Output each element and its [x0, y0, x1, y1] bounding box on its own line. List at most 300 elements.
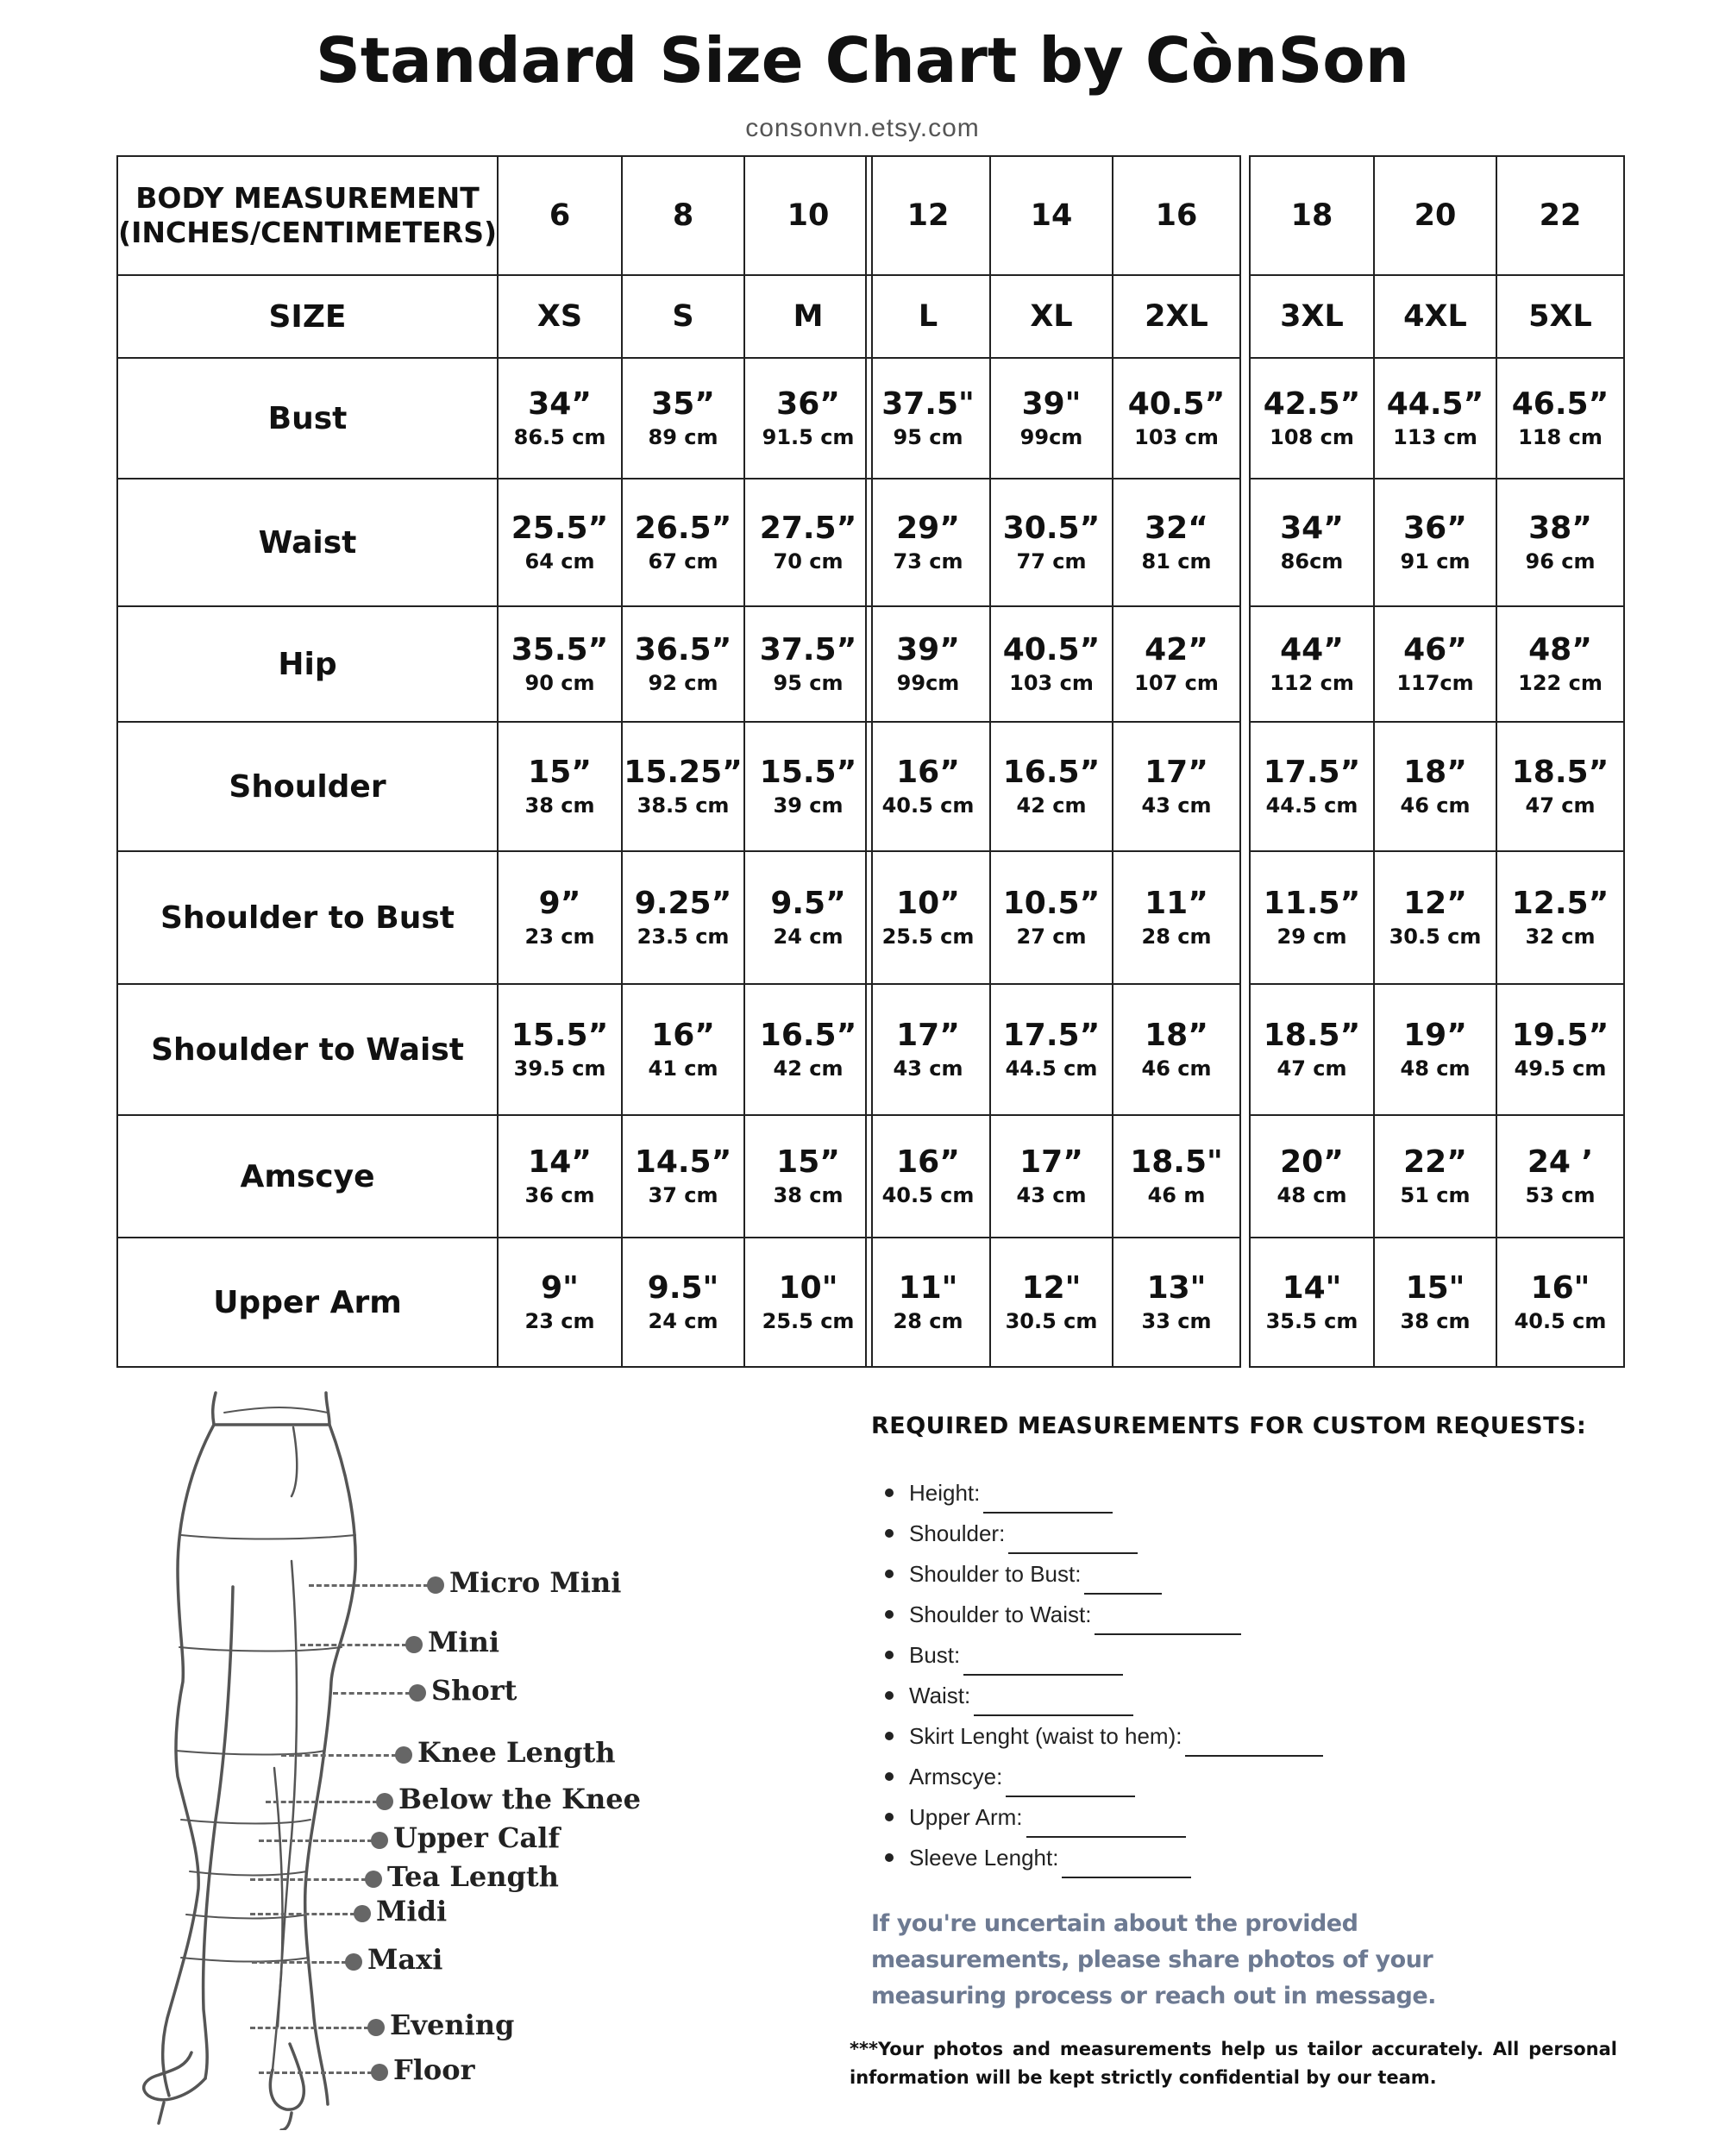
measurement-cell	[1374, 358, 1496, 479]
measurement-cell	[990, 722, 1113, 851]
measurement-cell	[866, 479, 990, 606]
measurement-cell	[1113, 479, 1240, 606]
size-number: 14	[990, 156, 1113, 275]
custom-request-label: Skirt Lenght (waist to hem):	[909, 1723, 1182, 1749]
cm-value: 51 cm	[1400, 1183, 1471, 1207]
cm-value: 38.5 cm	[637, 793, 730, 818]
cm-value: 95 cm	[893, 425, 963, 449]
fill-in-blank[interactable]	[974, 1689, 1133, 1716]
size-number: 20	[1374, 156, 1496, 275]
measurement-row	[866, 722, 1240, 851]
length-label: Knee Length	[417, 1736, 616, 1769]
inches-value: 34”	[1280, 511, 1344, 546]
cm-value: 38 cm	[524, 793, 595, 818]
cm-value: 38 cm	[1400, 1309, 1471, 1333]
size-number: 22	[1496, 156, 1624, 275]
inches-value: 12"	[1021, 1270, 1082, 1306]
length-leader-line	[250, 1878, 367, 1881]
measurement-cell	[744, 606, 872, 722]
inches-value: 19”	[1403, 1018, 1467, 1053]
measurement-row	[1250, 1238, 1624, 1367]
inches-value: 9.5”	[770, 886, 846, 921]
length-marker-dot	[345, 1953, 362, 1971]
custom-request-item	[871, 1797, 1323, 1838]
custom-request-label: Armscye:	[909, 1764, 1003, 1789]
inches-value: 27.5”	[759, 511, 857, 546]
cm-value: 46 cm	[1400, 793, 1471, 818]
measurement-cell	[1113, 984, 1240, 1115]
custom-request-label: Shoulder to Bust:	[909, 1561, 1082, 1587]
length-label: Floor	[393, 2053, 475, 2086]
custom-request-item	[871, 1635, 1323, 1676]
inches-value: 34”	[528, 386, 592, 422]
inches-value: 35”	[651, 386, 715, 422]
length-label: Mini	[428, 1626, 499, 1658]
cm-value: 30.5 cm	[1005, 1309, 1098, 1333]
inches-value: 18.5”	[1511, 755, 1609, 790]
measurement-cell	[1496, 1238, 1624, 1367]
measurement-cell	[1250, 606, 1374, 722]
cm-value: 43 cm	[1016, 1183, 1087, 1207]
measurement-cell	[1250, 722, 1374, 851]
cm-value: 36 cm	[524, 1183, 595, 1207]
measurement-cell	[744, 1238, 872, 1367]
measurement-row	[117, 358, 872, 479]
cm-value: 44.5 cm	[1265, 793, 1358, 818]
cm-value: 96 cm	[1525, 549, 1596, 573]
measurement-label: Waist	[117, 479, 498, 606]
cm-value: 103 cm	[1009, 671, 1094, 695]
measurement-row	[1250, 722, 1624, 851]
cm-value: 89 cm	[648, 425, 718, 449]
size-number: 16	[1113, 156, 1240, 275]
cm-value: 27 cm	[1016, 924, 1087, 949]
cm-value: 91.5 cm	[762, 425, 855, 449]
inches-value: 15"	[1405, 1270, 1465, 1306]
custom-request-label: Upper Arm:	[909, 1804, 1023, 1830]
size-letter-row	[1250, 275, 1624, 358]
bullet-icon	[885, 1813, 894, 1821]
length-leader-line	[252, 1961, 347, 1964]
length-marker-dot	[365, 1871, 382, 1888]
bullet-icon	[885, 1651, 894, 1659]
measurement-cell	[1113, 851, 1240, 984]
inches-value: 16.5”	[1002, 755, 1101, 790]
cm-value: 23.5 cm	[637, 924, 730, 949]
inches-value: 9.25”	[634, 886, 732, 921]
inches-value: 14”	[528, 1144, 592, 1180]
bullet-icon	[885, 1772, 894, 1781]
inches-value: 25.5”	[511, 511, 609, 546]
measurement-cell	[622, 358, 744, 479]
cm-value: 38 cm	[773, 1183, 844, 1207]
fill-in-blank[interactable]	[1062, 1851, 1191, 1878]
cm-value: 30.5 cm	[1389, 924, 1482, 949]
bullet-icon	[885, 1853, 894, 1862]
length-marker-dot	[371, 2064, 388, 2081]
length-leader-line	[266, 1801, 378, 1803]
size-letter: 5XL	[1496, 275, 1624, 358]
measurement-label: Amscye	[117, 1115, 498, 1238]
length-marker-dot	[376, 1793, 393, 1810]
inches-value: 42.5”	[1263, 386, 1361, 422]
size-letter-row	[866, 275, 1240, 358]
measurement-cell	[990, 606, 1113, 722]
cm-value: 67 cm	[648, 549, 718, 573]
custom-request-item	[871, 1716, 1323, 1757]
cm-value: 46 cm	[1141, 1056, 1212, 1081]
cm-value: 112 cm	[1270, 671, 1354, 695]
length-leader-line	[333, 1692, 411, 1695]
size-letter: L	[866, 275, 990, 358]
fill-in-blank[interactable]	[1006, 1770, 1135, 1797]
fill-in-blank[interactable]	[1095, 1608, 1241, 1635]
cm-value: 25.5 cm	[881, 924, 975, 949]
inches-value: 15.5”	[759, 755, 857, 790]
inches-value: 18”	[1145, 1018, 1208, 1053]
measurement-cell	[866, 1238, 990, 1367]
measurement-cell	[498, 984, 622, 1115]
cm-value: 28 cm	[1141, 924, 1212, 949]
measurement-row	[1250, 984, 1624, 1115]
cm-value: 91 cm	[1400, 549, 1471, 573]
cm-value: 41 cm	[648, 1056, 718, 1081]
inches-value: 16.5”	[759, 1018, 857, 1053]
inches-value: 30.5”	[1002, 511, 1101, 546]
length-marker-dot	[367, 2019, 385, 2036]
measurement-cell	[744, 358, 872, 479]
cm-value: 40.5 cm	[1514, 1309, 1607, 1333]
custom-request-item	[871, 1757, 1323, 1797]
measurement-row	[866, 1115, 1240, 1238]
length-leader-line	[250, 2027, 369, 2029]
cm-value: 49.5 cm	[1514, 1056, 1607, 1081]
cm-value: 73 cm	[893, 549, 963, 573]
measurement-cell	[1374, 1115, 1496, 1238]
inches-value: 15.25”	[624, 755, 743, 790]
measurement-cell	[498, 479, 622, 606]
measurement-cell	[1250, 984, 1374, 1115]
inches-value: 40.5”	[1002, 632, 1101, 667]
custom-request-label: Shoulder to Waist:	[909, 1601, 1092, 1627]
length-leader-line	[309, 1584, 429, 1587]
measurement-cell	[1374, 1238, 1496, 1367]
measurement-label: Shoulder to Waist	[117, 984, 498, 1115]
measurement-cell	[1250, 851, 1374, 984]
length-label: Midi	[376, 1895, 448, 1927]
cm-value: 32 cm	[1525, 924, 1596, 949]
measurement-cell	[744, 851, 872, 984]
page-title: Standard Size Chart by CònSon	[315, 24, 1410, 97]
measurement-cell	[1496, 851, 1624, 984]
measurement-cell	[744, 479, 872, 606]
measurement-label: Shoulder to Bust	[117, 851, 498, 984]
fill-in-blank[interactable]	[1026, 1810, 1186, 1838]
inches-value: 12”	[1403, 886, 1467, 921]
measurement-row	[1250, 1115, 1624, 1238]
cm-value: 25.5 cm	[762, 1309, 855, 1333]
measurement-cell	[866, 1115, 990, 1238]
measurement-cell	[744, 984, 872, 1115]
fill-in-blank[interactable]	[983, 1486, 1113, 1514]
inches-value: 37.5"	[881, 386, 975, 422]
cm-value: 103 cm	[1134, 425, 1219, 449]
cm-value: 29 cm	[1276, 924, 1347, 949]
cm-value: 113 cm	[1393, 425, 1477, 449]
measurement-cell	[866, 722, 990, 851]
measurement-cell	[498, 1238, 622, 1367]
inches-value: 16”	[651, 1018, 715, 1053]
measurement-cell	[1113, 1115, 1240, 1238]
measurement-cell	[1374, 606, 1496, 722]
measurement-cell	[622, 479, 744, 606]
size-number-row	[117, 156, 872, 275]
measurement-cell	[866, 984, 990, 1115]
measurement-cell	[866, 358, 990, 479]
cm-value: 42 cm	[1016, 793, 1087, 818]
inches-value: 17”	[1019, 1144, 1083, 1180]
cm-value: 107 cm	[1134, 671, 1219, 695]
inches-value: 13"	[1146, 1270, 1207, 1306]
measurement-label: Bust	[117, 358, 498, 479]
cm-value: 23 cm	[524, 924, 595, 949]
inches-value: 15”	[528, 755, 592, 790]
inches-value: 18.5"	[1130, 1144, 1223, 1180]
fill-in-blank[interactable]	[1185, 1729, 1323, 1757]
length-leader-line	[259, 2071, 373, 2074]
cm-value: 42 cm	[773, 1056, 844, 1081]
measurement-cell	[1496, 1115, 1624, 1238]
cm-value: 90 cm	[524, 671, 595, 695]
length-leader-line	[300, 1644, 407, 1646]
measurement-note: If you're uncertain about the provided measurements, please share photos of your measuring process or reach out in message.	[871, 1910, 1436, 2009]
measurement-row	[1250, 358, 1624, 479]
cm-value: 28 cm	[893, 1309, 963, 1333]
cm-value: 23 cm	[524, 1309, 595, 1333]
inches-value: 12.5”	[1511, 886, 1609, 921]
measurement-cell	[498, 851, 622, 984]
measurement-row	[866, 984, 1240, 1115]
length-label: Tea Length	[387, 1860, 559, 1893]
size-header: SIZE	[117, 275, 498, 358]
cm-value: 48 cm	[1276, 1183, 1347, 1207]
length-label: Short	[431, 1674, 518, 1707]
inches-value: 42”	[1145, 632, 1208, 667]
cm-value: 86cm	[1280, 549, 1344, 573]
custom-request-item	[871, 1473, 1323, 1514]
inches-value: 11.5”	[1263, 886, 1361, 921]
fill-in-blank[interactable]	[1084, 1567, 1162, 1595]
length-label: Upper Calf	[393, 1821, 561, 1854]
measurement-cell	[990, 1115, 1113, 1238]
length-label: Micro Mini	[449, 1566, 622, 1599]
cm-value: 37 cm	[648, 1183, 718, 1207]
cm-value: 53 cm	[1525, 1183, 1596, 1207]
measurement-cell	[990, 984, 1113, 1115]
measurement-cell	[1113, 606, 1240, 722]
measurement-cell	[990, 851, 1113, 984]
measurement-cell	[622, 1238, 744, 1367]
measurement-cell	[622, 984, 744, 1115]
measurement-cell	[866, 851, 990, 984]
measurement-cell	[498, 606, 622, 722]
measurement-cell	[498, 722, 622, 851]
cm-value: 35.5 cm	[1265, 1309, 1358, 1333]
measurement-cell	[622, 722, 744, 851]
inches-value: 17”	[896, 1018, 960, 1053]
fill-in-blank[interactable]	[1008, 1526, 1138, 1554]
cm-value: 117cm	[1396, 671, 1474, 695]
inches-value: 39”	[896, 632, 960, 667]
measurement-row	[117, 479, 872, 606]
custom-request-item	[871, 1838, 1323, 1878]
measurement-cell	[1496, 722, 1624, 851]
cm-value: 39 cm	[773, 793, 844, 818]
cm-value: 77 cm	[1016, 549, 1087, 573]
measurement-cell	[744, 722, 872, 851]
cm-value: 108 cm	[1270, 425, 1354, 449]
inches-value: 22”	[1403, 1144, 1467, 1180]
cm-value: 122 cm	[1518, 671, 1603, 695]
cm-value: 47 cm	[1276, 1056, 1347, 1081]
size-letter: M	[744, 275, 872, 358]
inches-value: 17.5”	[1263, 755, 1361, 790]
fill-in-blank[interactable]	[963, 1648, 1123, 1676]
measurement-cell	[1496, 606, 1624, 722]
size-letter: 2XL	[1113, 275, 1240, 358]
measurement-cell	[990, 1238, 1113, 1367]
measurement-row	[866, 479, 1240, 606]
measurement-cell	[1496, 479, 1624, 606]
length-leader-line	[250, 1913, 355, 1915]
inches-value: 11"	[898, 1270, 958, 1306]
inches-value: 9"	[541, 1270, 579, 1306]
cm-value: 46 m	[1147, 1183, 1206, 1207]
cm-value: 43 cm	[1141, 793, 1212, 818]
bullet-icon	[885, 1529, 894, 1538]
inches-value: 48”	[1528, 632, 1592, 667]
measurement-cell	[1250, 479, 1374, 606]
custom-request-label: Sleeve Lenght:	[909, 1845, 1059, 1871]
cm-value: 39.5 cm	[513, 1056, 606, 1081]
size-table-2	[865, 155, 1241, 1368]
length-leader-line	[259, 1839, 373, 1842]
custom-request-item	[871, 1514, 1323, 1554]
body-measurement-header: BODY MEASUREMENT (INCHES/CENTIMETERS)	[117, 156, 498, 275]
inches-value: 44.5”	[1386, 386, 1484, 422]
measurement-cell	[1250, 1115, 1374, 1238]
size-number: 12	[866, 156, 990, 275]
measurement-cell	[1374, 851, 1496, 984]
measurement-cell	[498, 358, 622, 479]
measurement-cell	[1374, 722, 1496, 851]
bullet-icon	[885, 1732, 894, 1740]
cm-value: 40.5 cm	[881, 1183, 975, 1207]
inches-value: 40.5”	[1127, 386, 1226, 422]
bullet-icon	[885, 1691, 894, 1700]
measurement-cell	[1496, 358, 1624, 479]
size-table-3	[1249, 155, 1625, 1368]
inches-value: 9.5"	[647, 1270, 719, 1306]
custom-request-label: Shoulder:	[909, 1520, 1006, 1546]
inches-value: 15.5”	[511, 1018, 609, 1053]
custom-request-label: Height:	[909, 1480, 981, 1506]
cm-value: 70 cm	[773, 549, 844, 573]
size-letter: XS	[498, 275, 622, 358]
inches-value: 16"	[1530, 1270, 1590, 1306]
cm-value: 43 cm	[893, 1056, 963, 1081]
inches-value: 38”	[1528, 511, 1592, 546]
inches-value: 15”	[776, 1144, 840, 1180]
inches-value: 39"	[1021, 386, 1082, 422]
inches-value: 36”	[776, 386, 840, 422]
inches-value: 17”	[1145, 755, 1208, 790]
inches-value: 10.5”	[1002, 886, 1101, 921]
measurement-cell	[990, 479, 1113, 606]
cm-value: 95 cm	[773, 671, 844, 695]
inches-value: 10”	[896, 886, 960, 921]
measurement-row	[117, 1115, 872, 1238]
measurement-cell	[1113, 1238, 1240, 1367]
inches-value: 37.5”	[759, 632, 857, 667]
measurement-cell	[1250, 1238, 1374, 1367]
inches-value: 16”	[896, 755, 960, 790]
measurement-row	[117, 851, 872, 984]
inches-value: 20”	[1280, 1144, 1344, 1180]
shop-url[interactable]: consonvn.etsy.com	[745, 114, 980, 142]
length-label: Evening	[390, 2009, 515, 2041]
inches-value: 18.5”	[1263, 1018, 1361, 1053]
length-marker-dot	[395, 1746, 412, 1764]
measurement-cell	[744, 1115, 872, 1238]
measurement-row	[1250, 606, 1624, 722]
cm-value: 86.5 cm	[513, 425, 606, 449]
size-number: 10	[744, 156, 872, 275]
inches-value: 14.5”	[634, 1144, 732, 1180]
measurement-cell	[1496, 984, 1624, 1115]
inches-value: 29”	[896, 511, 960, 546]
custom-request-label: Bust:	[909, 1642, 961, 1668]
measurement-row	[117, 984, 872, 1115]
size-table-1	[116, 155, 873, 1368]
measurement-cell	[622, 851, 744, 984]
custom-requests-title: REQUIRED MEASUREMENTS FOR CUSTOM REQUESTS:	[871, 1413, 1587, 1439]
measurement-label: Upper Arm	[117, 1238, 498, 1367]
size-letter-row	[117, 275, 872, 358]
measurement-row	[866, 358, 1240, 479]
inches-value: 26.5”	[634, 511, 732, 546]
measurement-cell	[622, 1115, 744, 1238]
size-number: 6	[498, 156, 622, 275]
bullet-icon	[885, 1570, 894, 1578]
inches-value: 10"	[778, 1270, 838, 1306]
cm-value: 118 cm	[1518, 425, 1603, 449]
custom-request-label: Waist:	[909, 1683, 971, 1708]
length-label: Below the Knee	[398, 1783, 641, 1815]
inches-value: 36”	[1403, 511, 1467, 546]
measurement-cell	[1113, 358, 1240, 479]
cm-value: 33 cm	[1141, 1309, 1212, 1333]
cm-value: 40.5 cm	[881, 793, 975, 818]
inches-value: 35.5”	[511, 632, 609, 667]
measurement-row	[866, 606, 1240, 722]
measurement-label: Hip	[117, 606, 498, 722]
inches-value: 18”	[1403, 755, 1467, 790]
size-number: 18	[1250, 156, 1374, 275]
measurement-cell	[866, 606, 990, 722]
size-letter: S	[622, 275, 744, 358]
inches-value: 46.5”	[1511, 386, 1609, 422]
